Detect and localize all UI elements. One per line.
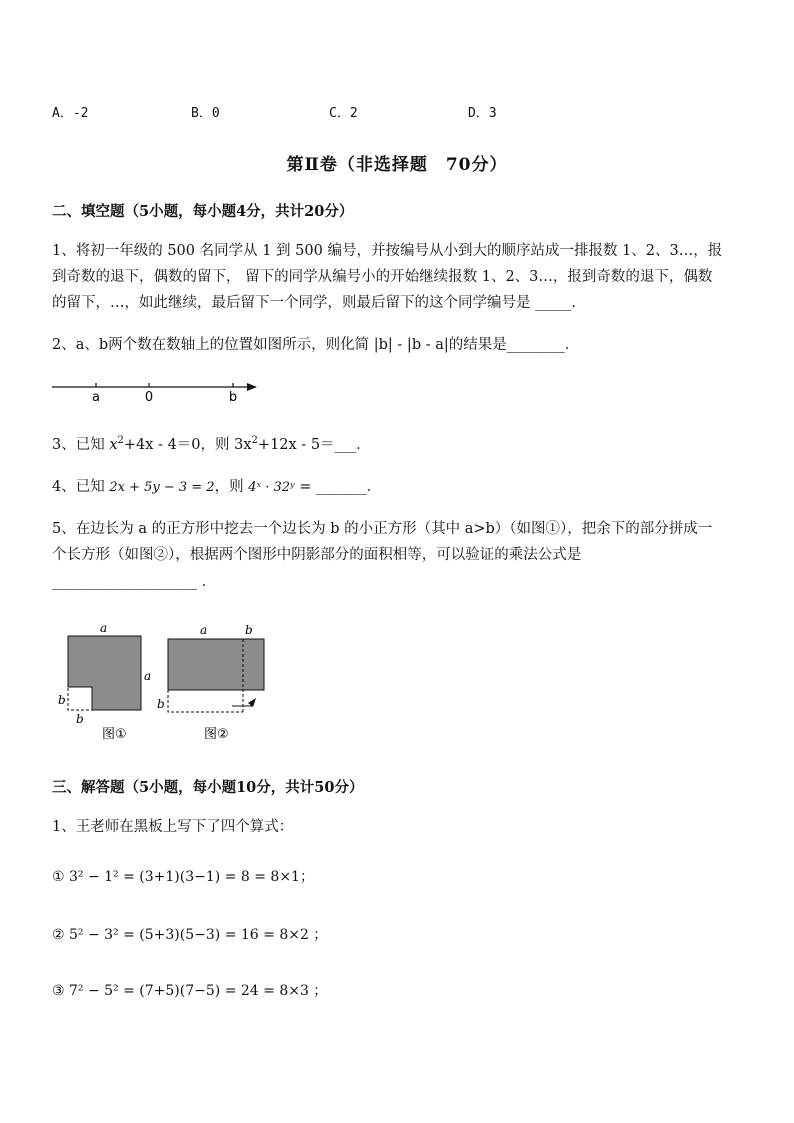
section2-heading: 二、填空题（5小题，每小题4分，共计20分） [52,203,354,220]
fig2-caption: 图② [204,727,229,742]
fig2-label-b-left: b [157,697,165,711]
label-b: b [228,390,238,405]
q4-suffix: = _______． [294,479,382,495]
q3-expr1b: +4x - 4＝0，则 3x [123,437,252,453]
option-c[interactable]: C．2 [329,106,358,121]
fig2-label-a-top: a [200,623,208,637]
q1-line1: 1、将初一年级的 500 名同学从 1 到 500 编号，并按编号从小到大的顺序站成一排报数 1、2、3…，报 [52,243,723,259]
fig1-caption: 图① [102,727,127,742]
s3-q1-eq1: ① 3² − 1² = (3+1)(3−1) = 8 = 8×1； [52,869,314,885]
fig2-shaded-rectangle [168,639,264,690]
q3-exp1: 2 [117,435,124,447]
q3-text [52,432,371,458]
fig1-label-b-left: b [58,693,66,707]
fig1-shaded-region [68,636,141,710]
option-b[interactable]: B．0 [191,106,220,121]
option-d[interactable]: D．3 [468,106,497,121]
number-line-arrow [247,383,257,391]
fig2-label-b-top: b [245,623,253,637]
s3-q1-eq2: ② 5² − 3² = (5+3)(5−3) = 16 = 8×2 ； [52,927,328,943]
q3-prefix: 3、已知 [52,437,110,453]
figure-1 [52,618,162,746]
q3-var: x [109,437,118,453]
figure-2 [152,618,270,746]
fig2-dashed-outline [168,690,243,712]
number-line [50,376,264,406]
part-title: 第Ⅱ卷（非选择题 70分） [286,155,508,175]
fig1-small-square [68,687,92,710]
option-a[interactable]: A．-2 [52,106,89,121]
fig1-label-b-bottom: b [76,712,84,726]
q4-condition: 2x + 5y − 3 = 2 [109,480,215,495]
s3-q1-eq3: ③ 7² − 5² = (7+5)(7−5) = 24 = 8×3 ； [52,983,328,999]
q3-expr2b: +12x - 5＝___． [257,437,371,453]
q4-mid: ，则 [214,479,249,495]
q4-expression: 4ˣ · 32ʸ [248,480,295,495]
q4-prefix: 4、已知 [52,479,110,495]
q3-exp2: 2 [251,435,258,447]
section3-heading: 三、解答题（5小题，每小题10分，共计50分） [52,779,364,796]
fig1-label-a-top: a [100,621,108,635]
label-a: a [92,390,100,405]
q5-line3: ____________________ ． [52,574,217,590]
q1-line3: 的留下，…，如此继续，最后留下一个同学，则最后留下的这个同学编号是 _____． [52,295,586,311]
q5-line1: 5、在边长为 a 的正方形中挖去一个边长为 b 的小正方形（其中 a>b）（如图①），把余下的部分拼成一 [52,521,713,537]
q5-line2: 个长方形（如图②），根据两个图形中阴影部分的面积相等，可以验证的乘法公式是 [52,547,582,563]
fig1-label-a-right: a [144,669,152,683]
label-zero: 0 [144,390,154,405]
q2-text: 2、a、b两个数在数轴上的位置如图所示，则化简 |b| - |b - a|的结果是________． [52,337,580,353]
q4-text [52,474,381,501]
s3-q1-intro: 1、王老师在黑板上写下了四个算式： [52,819,294,835]
q1-line2: 到奇数的退下，偶数的留下， 留下的同学从编号小的开始继续报数 1、2、3…，报到奇数的退下，偶数 [52,269,713,285]
